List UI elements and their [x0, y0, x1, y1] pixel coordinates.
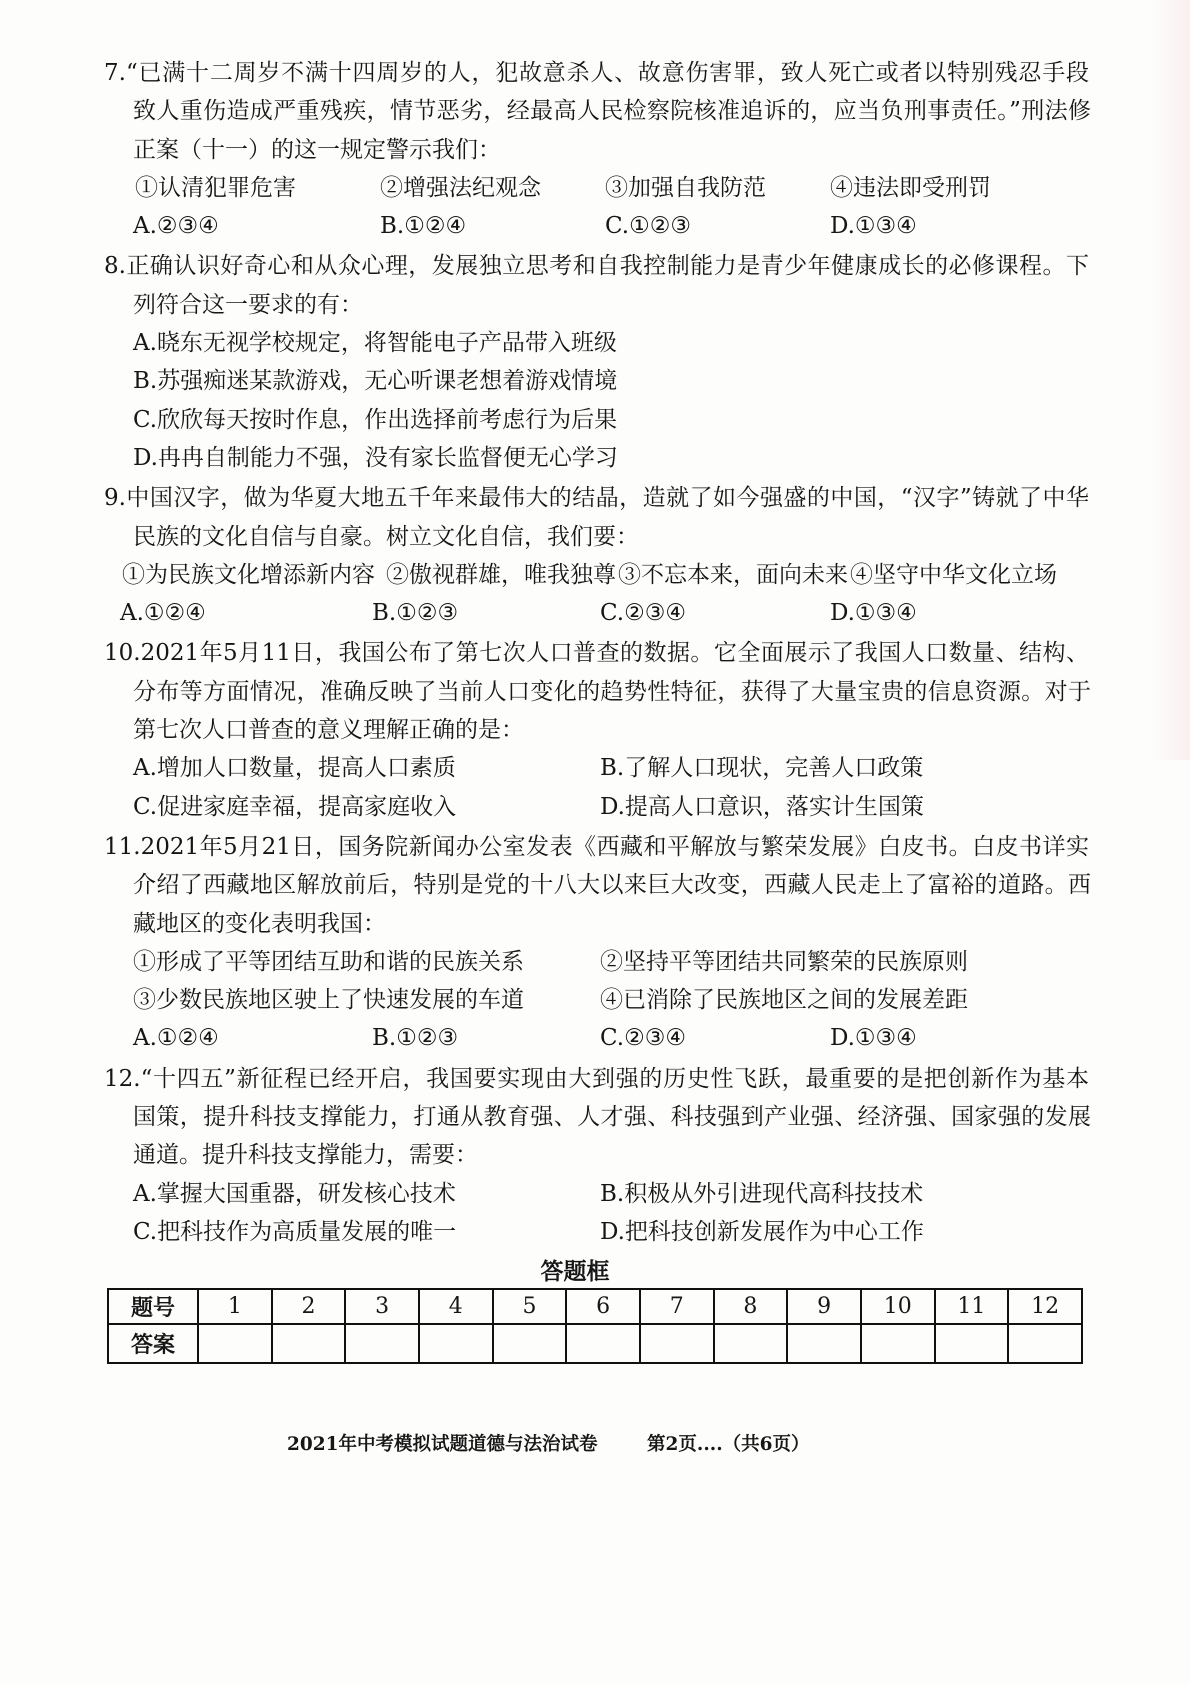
question-number-cell: 7: [640, 1289, 714, 1324]
statement-item: ④坚守中华文化立场: [850, 561, 1057, 588]
question-stem-line: [104, 247, 1089, 285]
question-stem-line: [104, 1060, 1089, 1098]
answer-cell: [861, 1324, 935, 1363]
choice-d: D.提高人口意识，落实计生国策: [600, 793, 924, 820]
question-number-cell: 6: [566, 1289, 640, 1324]
answer-cell: [493, 1324, 567, 1363]
answer-cell: [935, 1324, 1009, 1363]
question-number: 10.: [104, 640, 141, 667]
answer-cell: [1008, 1324, 1082, 1363]
choice-a: A.①②④: [133, 1025, 219, 1052]
statement-item: ③不忘本来，面向未来: [618, 561, 848, 588]
choice-a: A.②③④: [133, 213, 219, 240]
question-number-cell: 5: [493, 1289, 567, 1324]
choice-row: [0, 594, 1190, 632]
question-stem-line: [104, 479, 1089, 517]
question-stem-line: 第七次人口普查的意义理解正确的是：: [133, 717, 524, 744]
choice-row: [0, 1213, 1190, 1251]
statement-item: ③加强自我防范: [605, 174, 766, 201]
choice-d: D.①③④: [830, 213, 917, 240]
statement-item: ①认清犯罪危害: [135, 174, 296, 201]
choice-c: C.②③④: [600, 1025, 686, 1052]
question-stem-line: 致人重伤造成严重残疾，情节恶劣，经最高人民检察院核准追诉的，应当负刑事责任。”刑法修: [133, 98, 1091, 125]
choice-row: [0, 1175, 1190, 1213]
answer-cell: [787, 1324, 861, 1363]
answer-cell: [419, 1324, 493, 1363]
question-stem-line: [104, 634, 1089, 672]
question-stem-line: [104, 54, 1089, 92]
choice-c: C.把科技作为高质量发展的唯一: [133, 1218, 457, 1245]
answer-cell: [345, 1324, 419, 1363]
question-stem-line: 列符合这一要求的有：: [133, 291, 363, 318]
question-10: [0, 634, 1190, 825]
question-number: 7.: [104, 60, 126, 86]
question-stem-line: 介绍了西藏地区解放前后，特别是党的十八大以来巨大改变，西藏人民走上了富裕的道路。西: [133, 872, 1091, 899]
question-9: [0, 479, 1190, 632]
statement-item: ①为民族文化增添新内容: [122, 561, 375, 588]
question-7: [0, 54, 1190, 245]
question-number-cell: 9: [787, 1289, 861, 1324]
choice-d: D.①③④: [830, 600, 917, 627]
question-number: 9.: [104, 485, 126, 512]
question-stem-line: [104, 828, 1089, 866]
answer-cell: [714, 1324, 788, 1363]
question-stem-text: 2021年5月21日，国务院新闻办公室发表《西藏和平解放与繁荣发展》白皮书。白皮书详实: [140, 833, 1089, 860]
question-11: [0, 828, 1190, 1058]
choice-a: A.①②④: [120, 600, 206, 627]
question-stem-line: 通道。提升科技支撑能力，需要：: [133, 1142, 478, 1169]
question-stem-line: 分布等方面情况，准确反映了当前人口变化的趋势性特征，获得了大量宝贵的信息资源。对于: [133, 678, 1091, 705]
choice-b: B.①②③: [372, 1025, 459, 1052]
question-number-cell: 3: [345, 1289, 419, 1324]
question-8: [0, 247, 1190, 477]
question-stem-text: 2021年5月11日，我国公布了第七次人口普查的数据。它全面展示了我国人口数量、结构、: [140, 640, 1089, 667]
choice-c: C.①②③: [605, 213, 691, 240]
answer-cell: [640, 1324, 714, 1363]
answer-cell: [566, 1324, 640, 1363]
choice-row: [0, 1019, 1190, 1057]
row-header-question-number: 题号: [108, 1289, 198, 1324]
answer-table: [107, 1288, 1083, 1364]
statement-row: [0, 943, 1190, 981]
answer-cell: [198, 1324, 272, 1363]
choice-b: B.了解人口现状，完善人口政策: [600, 755, 924, 782]
question-stem-text: 正确认识好奇心和从众心理，发展独立思考和自我控制能力是青少年健康成长的必修课程。下: [125, 253, 1089, 280]
question-number: 11.: [104, 833, 141, 860]
choice-d: D.①③④: [830, 1025, 917, 1052]
statement-item: ①形成了平等团结互助和谐的民族关系: [133, 948, 524, 975]
statement-item: ②傲视群雄，唯我独尊: [386, 561, 616, 588]
question-12: [0, 1060, 1190, 1251]
choice-a: A.掌握大国重器，研发核心技术: [133, 1180, 456, 1207]
question-stem-line: 民族的文化自信与自豪。树立文化自信，我们要：: [133, 523, 639, 550]
choice-d: D.把科技创新发展作为中心工作: [600, 1218, 924, 1245]
row-header-answer: 答案: [108, 1324, 198, 1363]
question-number-cell: 2: [272, 1289, 346, 1324]
choice-d: D.冉冉自制能力不强，没有家长监督便无心学习: [133, 444, 618, 471]
choice-row: [0, 207, 1190, 245]
statement-item: ②增强法纪观念: [380, 174, 541, 201]
question-number-cell: 4: [419, 1289, 493, 1324]
question-list: [0, 54, 1190, 1251]
statement-row: [0, 981, 1190, 1019]
question-number: 12.: [104, 1065, 141, 1092]
choice-c: C.欣欣每天按时作息，作出选择前考虑行为后果: [133, 406, 618, 433]
question-number-cell: 10: [861, 1289, 935, 1324]
choice-a: A.晓东无视学校规定，将智能电子产品带入班级: [133, 330, 617, 357]
statement-row: [0, 556, 1190, 594]
choice-c: C.促进家庭幸福，提高家庭收入: [133, 793, 457, 820]
question-number-row: [108, 1289, 1082, 1324]
question-stem-text: “已满十二周岁不满十四周岁的人，犯故意杀人、故意伤害罪，致人死亡或者以特别残忍手段: [125, 60, 1089, 86]
footer-exam-title: 2021年中考模拟试题道德与法治试卷: [287, 1434, 598, 1455]
choice-c: C.②③④: [600, 600, 686, 627]
question-stem-text: 中国汉字，做为华夏大地五千年来最伟大的结晶，造就了如今强盛的中国，“汉字”铸就了中华: [125, 485, 1089, 512]
question-stem-line: 正案（十一）的这一规定警示我们：: [133, 136, 501, 163]
question-number: 8.: [104, 253, 126, 280]
choice-b: B.苏强痴迷某款游戏，无心听课老想着游戏情境: [133, 368, 618, 395]
statement-item: ②坚持平等团结共同繁荣的民族原则: [600, 948, 968, 975]
question-number-cell: 8: [714, 1289, 788, 1324]
question-stem-text: “十四五”新征程已经开启，我国要实现由大到强的历史性飞跃，最重要的是把创新作为基本: [140, 1065, 1089, 1092]
statement-item: ④违法即受刑罚: [830, 174, 991, 201]
question-stem-line: 藏地区的变化表明我国：: [133, 910, 386, 937]
choice-b: B.①②④: [380, 213, 467, 240]
question-number-cell: 11: [935, 1289, 1009, 1324]
statement-row: [0, 169, 1190, 207]
question-number-cell: 1: [198, 1289, 272, 1324]
question-stem-line: 国策，提升科技支撑能力，打通从教育强、人才强、科技强到产业强、经济强、国家强的发展: [133, 1104, 1091, 1131]
choice-b: B.①②③: [372, 600, 459, 627]
answer-box-title: 答题框: [540, 1258, 610, 1285]
choice-b: B.积极从外引进现代高科技技术: [600, 1180, 924, 1207]
choice-row: [0, 749, 1190, 787]
choice-row: [0, 788, 1190, 826]
question-number-cell: 12: [1008, 1289, 1082, 1324]
answer-row: [108, 1324, 1082, 1363]
answer-cell: [272, 1324, 346, 1363]
choice-a: A.增加人口数量，提高人口素质: [133, 755, 456, 782]
footer-page-info: 第2页....（共6页）: [647, 1434, 810, 1455]
statement-item: ④已消除了民族地区之间的发展差距: [600, 987, 968, 1014]
statement-item: ③少数民族地区驶上了快速发展的车道: [133, 987, 524, 1014]
